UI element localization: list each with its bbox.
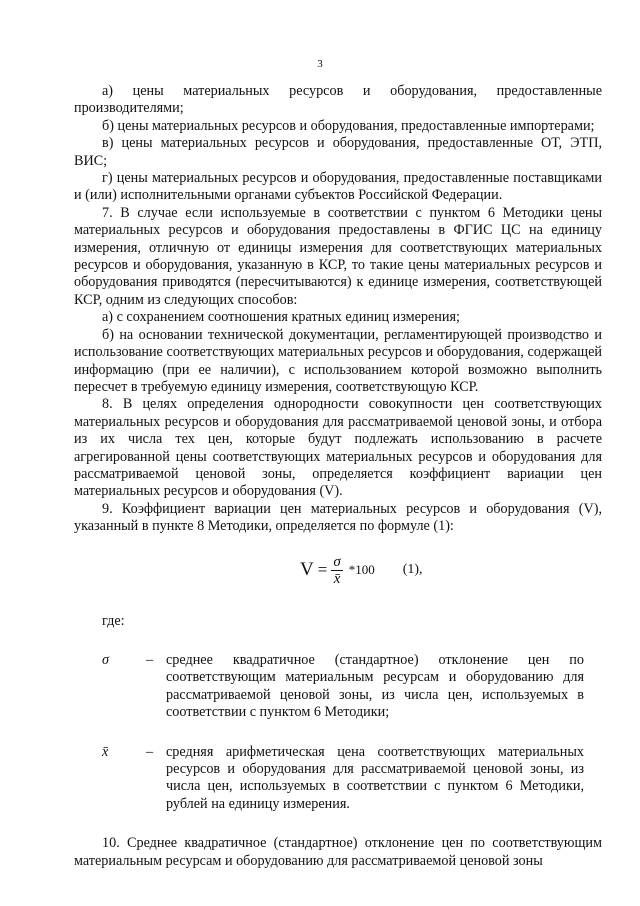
definition-dash: – bbox=[146, 651, 154, 668]
page-number: 3 bbox=[317, 58, 323, 70]
formula-numerator: σ bbox=[333, 553, 341, 570]
formula-equals: = bbox=[317, 560, 328, 580]
formula-multiplier: *100 bbox=[348, 562, 375, 578]
definition-xbar bbox=[74, 744, 602, 814]
paragraph-7: 7. В случае если используемые в соответствии с пунктом 6 Методики цены материальных ресурсов и оборудования предоставлены в ФГИС ЦС на единицу измерения, отличную от единицы измерения для соответствующих материальных ресурсов и оборудования, указанную в КСР, то такие цены материальных ресурсов и оборудования приводятся (пересчитываются) к единице измерения, соответствующей КСР, одним из следующих способов: bbox=[74, 204, 602, 308]
formula-number: (1), bbox=[402, 562, 423, 578]
paragraph-g-suppliers: г) цены материальных ресурсов и оборудования, предоставленные поставщиками и (или) исполнительными органами субъектов Российской Федерации. bbox=[74, 170, 602, 204]
formula-fraction bbox=[331, 554, 342, 587]
paragraph-8: 8. В целях определения однородности совокупности цен соответствующих материальных ресурсов и оборудования для рассматриваемой ценовой зоны, и отбора из их числа тех цен, которые будут подлежать использованию в расчете агрегированной цены соответствующих материальных ресурсов и оборудования для рассматриваемой ценовой зоны, определяется коэффициент вариации цен материальных ресурсов и оборудования (V). bbox=[74, 396, 602, 500]
definition-text: средняя арифметическая цена соответствующих материальных ресурсов и оборудования для рассматриваемой ценовой зоны, из числа цен, используемых в соответствии с пунктом 6 Методики, рублей на единицу измерения. bbox=[166, 743, 584, 812]
document-body bbox=[74, 83, 602, 870]
paragraph-b-importers: б) цены материальных ресурсов и оборудования, предоставленные импортерами; bbox=[102, 117, 595, 134]
definition-dash: – bbox=[146, 743, 154, 760]
paragraph-7-a: а) с сохранением соотношения кратных единиц измерения; bbox=[102, 309, 460, 326]
formula-1 bbox=[300, 554, 602, 587]
formula-lhs: V bbox=[300, 559, 314, 581]
definition-text: среднее квадратичное (стандартное) отклонение цен по соответствующим материальным ресурсам и оборудованию для рассматриваемой ценовой зоны, из числа цен, используемых в соответствии с пунктом 6 Методики; bbox=[166, 651, 584, 721]
paragraph-10: 10. Среднее квадратичное (стандартное) отклонение цен по соответствующим материальным ресурсам и оборудованию для рассматриваемой ценовой зоны bbox=[74, 835, 602, 869]
paragraph-a-manufacturers: а) цены материальных ресурсов и оборудования, предоставленные производителями; bbox=[74, 83, 602, 117]
definitions-list bbox=[74, 652, 602, 813]
paragraph-v-ot-etp-vis: в) цены материальных ресурсов и оборудования, предоставленные ОТ, ЭТП, ВИС; bbox=[74, 135, 602, 169]
paragraph-9: 9. Коэффициент вариации цен материальных ресурсов и оборудования (V), указанный в пункте 8 Методики, определяется по формуле (1): bbox=[74, 500, 602, 535]
definition-symbol: σ bbox=[102, 651, 109, 668]
where-label: где: bbox=[102, 612, 125, 629]
definition-symbol: x̄ bbox=[102, 743, 109, 760]
definition-sigma bbox=[74, 652, 602, 722]
formula-denominator: x̄ bbox=[333, 570, 341, 587]
paragraph-7-b: б) на основании технической документации, регламентирующей производство и использование соответствующих материальных ресурсов и оборудования, содержащей информацию (при ее наличии), с использованием которой возможно выполнить пересчет в требуемую единицу измерения, соответствующую КСР. bbox=[74, 326, 602, 395]
